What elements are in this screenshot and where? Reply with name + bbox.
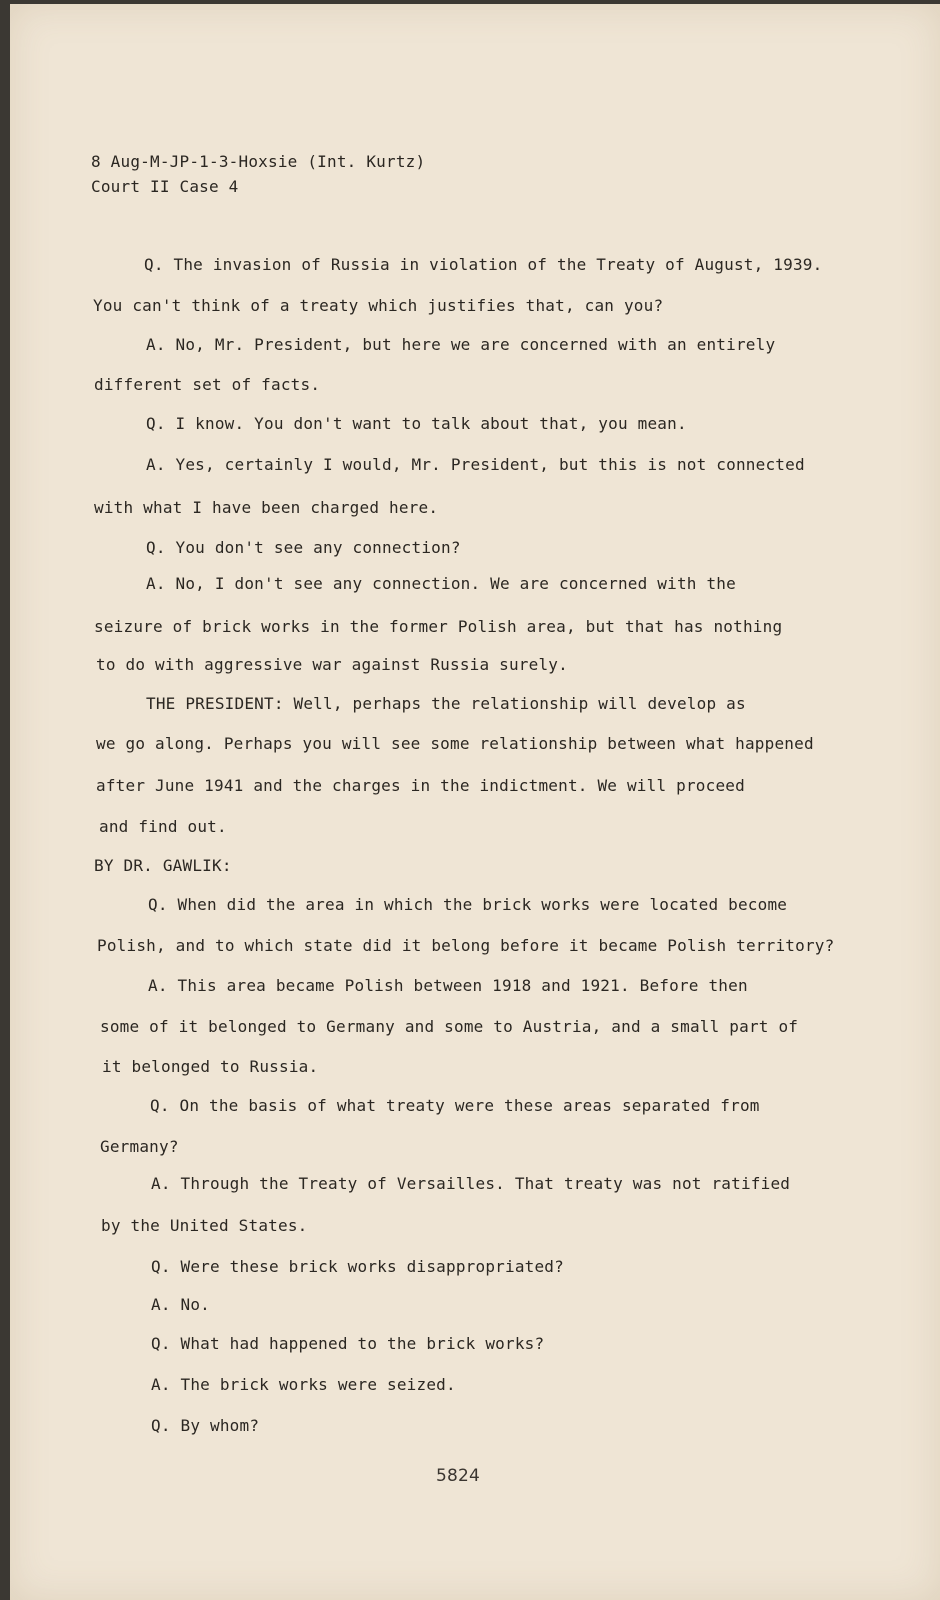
text-line: Q. I know. You don't want to talk about that, you mean. bbox=[146, 414, 687, 433]
text-line: Q. You don't see any connection? bbox=[146, 538, 461, 557]
document-page bbox=[10, 4, 940, 1600]
text-line: and find out. bbox=[99, 817, 227, 836]
text-line: to do with aggressive war against Russia surely. bbox=[96, 655, 568, 674]
text-line: A. This area became Polish between 1918 and 1921. Before then bbox=[148, 976, 748, 995]
text-line: we go along. Perhaps you will see some relationship between what happened bbox=[96, 734, 814, 753]
text-line: A. Through the Treaty of Versailles. That treaty was not ratified bbox=[151, 1174, 791, 1193]
text-line: Q. When did the area in which the brick works were located become bbox=[148, 895, 788, 914]
text-line: by the United States. bbox=[101, 1216, 308, 1235]
text-line: some of it belonged to Germany and some to Austria, and a small part of bbox=[100, 1017, 799, 1036]
text-line: it belonged to Russia. bbox=[102, 1057, 319, 1076]
header-line-1: 8 Aug-M-JP-1-3-Hoxsie (Int. Kurtz) bbox=[91, 152, 426, 171]
text-line: Q. What had happened to the brick works? bbox=[151, 1334, 545, 1353]
text-line: Polish, and to which state did it belong before it became Polish territory? bbox=[97, 936, 835, 955]
text-line: You can't think of a treaty which justifies that, can you? bbox=[93, 296, 664, 315]
text-line: A. No. bbox=[151, 1295, 210, 1314]
text-line: Germany? bbox=[100, 1137, 179, 1156]
text-line: with what I have been charged here. bbox=[94, 498, 439, 517]
text-line: A. Yes, certainly I would, Mr. President, but this is not connected bbox=[146, 455, 805, 474]
text-line: A. No, I don't see any connection. We are concerned with the bbox=[146, 574, 736, 593]
text-line: Q. The invasion of Russia in violation of the Treaty of August, 1939. bbox=[144, 255, 823, 274]
text-line: after June 1941 and the charges in the indictment. We will proceed bbox=[96, 776, 745, 795]
header-line-2: Court II Case 4 bbox=[91, 177, 239, 196]
text-line: Q. On the basis of what treaty were these areas separated from bbox=[150, 1096, 760, 1115]
text-line: BY DR. GAWLIK: bbox=[94, 856, 232, 875]
text-line: THE PRESIDENT: Well, perhaps the relationship will develop as bbox=[146, 694, 746, 713]
text-line: seizure of brick works in the former Polish area, but that has nothing bbox=[94, 617, 783, 636]
page-number: 5824 bbox=[436, 1466, 481, 1486]
text-line: Q. Were these brick works disappropriated? bbox=[151, 1257, 564, 1276]
text-line: different set of facts. bbox=[94, 375, 321, 394]
text-line: A. The brick works were seized. bbox=[151, 1375, 456, 1394]
text-line: A. No, Mr. President, but here we are concerned with an entirely bbox=[146, 335, 776, 354]
text-line: Q. By whom? bbox=[151, 1416, 260, 1435]
